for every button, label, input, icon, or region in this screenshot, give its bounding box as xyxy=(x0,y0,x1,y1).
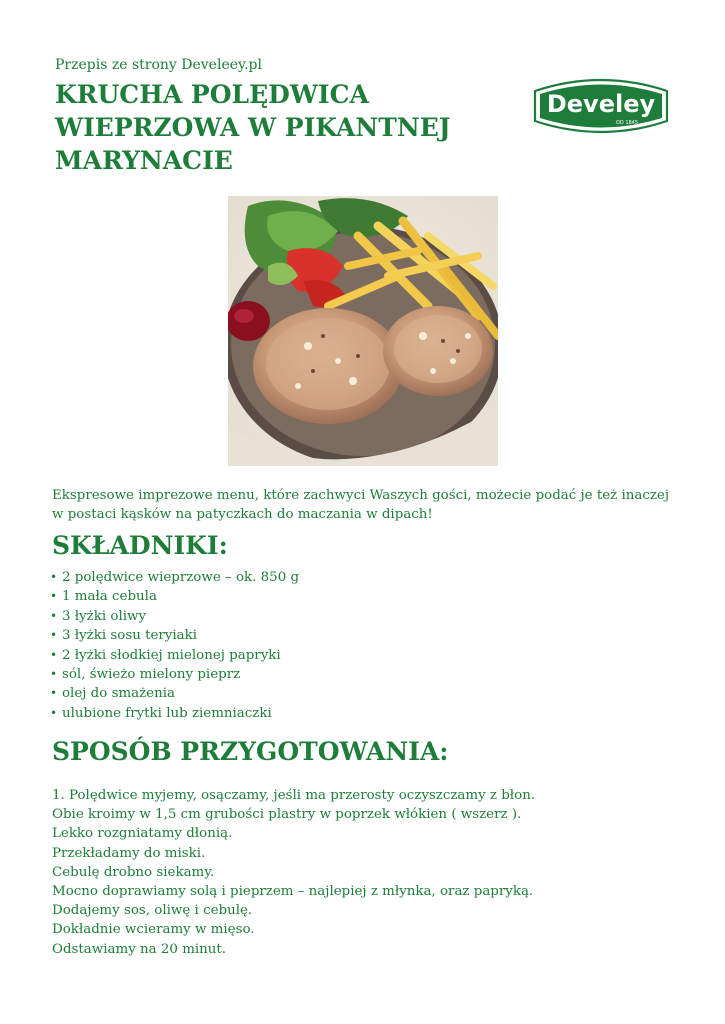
bullet-icon: • xyxy=(50,608,58,623)
title-line-3: MARYNACIE xyxy=(55,146,233,175)
source-line: Przepis ze strony Develeey.pl xyxy=(55,57,262,73)
list-item: • 2 polędwice wieprzowe – ok. 850 g xyxy=(50,568,299,587)
dish-photo xyxy=(228,196,498,466)
title-line-1: KRUCHA POLĘDWICA xyxy=(55,80,369,109)
step-line: Odstawiamy na 20 minut. xyxy=(52,941,227,957)
intro-text xyxy=(52,486,682,524)
list-item: • 3 łyżki oliwy xyxy=(50,607,299,626)
ingredients-list xyxy=(50,568,299,723)
step-line: Przekładamy do miski. xyxy=(52,845,206,861)
list-item: • 1 mała cebula xyxy=(50,587,299,606)
bullet-icon: • xyxy=(50,570,58,584)
bullet-icon: • xyxy=(50,628,58,643)
list-item: • 2 łyżki słodkiej mielonej papryki xyxy=(50,646,299,665)
step-line: Lekko rozgniatamy dłonią. xyxy=(52,826,233,842)
list-item: • sól, świeżo mielony pieprz xyxy=(50,665,299,684)
bullet-icon: • xyxy=(50,686,58,701)
bullet-icon: • xyxy=(50,667,58,682)
recipe-title xyxy=(55,78,495,177)
logo-tagline: OD 1845 xyxy=(615,120,639,126)
bullet-icon: • xyxy=(50,647,58,662)
bullet-icon: • xyxy=(50,589,58,604)
list-item: • 3 łyżki sosu teryiaki xyxy=(50,626,299,645)
step-line: Cebulę drobno siekamy. xyxy=(52,864,215,880)
step-line: 1. Polędwice myjemy, osączamy, jeśli ma przerosty oczyszczamy z błon. xyxy=(52,788,536,803)
step-line: Dodajemy sos, oliwę i cebulę. xyxy=(52,903,253,919)
bullet-icon: • xyxy=(50,705,58,720)
step-line: Obie kroimy w 1,5 cm grubości plastry w poprzek włókien ( wszerz ). xyxy=(52,807,522,823)
list-item: • olej do smażenia xyxy=(50,684,299,703)
logo-brand: Develey xyxy=(546,90,656,118)
develey-logo xyxy=(531,73,671,139)
step-line: Dokładnie wcieramy w mięso. xyxy=(52,922,255,938)
intro-line-1: Ekspresowe imprezowe menu, które zachwyci Waszych gości, możecie podać je też inaczej xyxy=(52,488,669,503)
title-line-2: WIEPRZOWA W PIKANTNEJ xyxy=(55,113,451,142)
method-steps xyxy=(52,786,535,959)
list-item: • ulubione frytki lub ziemniaczki xyxy=(50,704,299,723)
ingredients-heading: SKŁADNIKI: xyxy=(52,531,228,560)
step-line: Mocno doprawiamy solą i pieprzem – najlepiej z młynka, oraz papryką. xyxy=(52,884,534,900)
method-heading: SPOSÓB PRZYGOTOWANIA: xyxy=(52,737,449,766)
intro-line-2: w postaci kąsków na patyczkach do maczania w dipach! xyxy=(52,507,433,522)
